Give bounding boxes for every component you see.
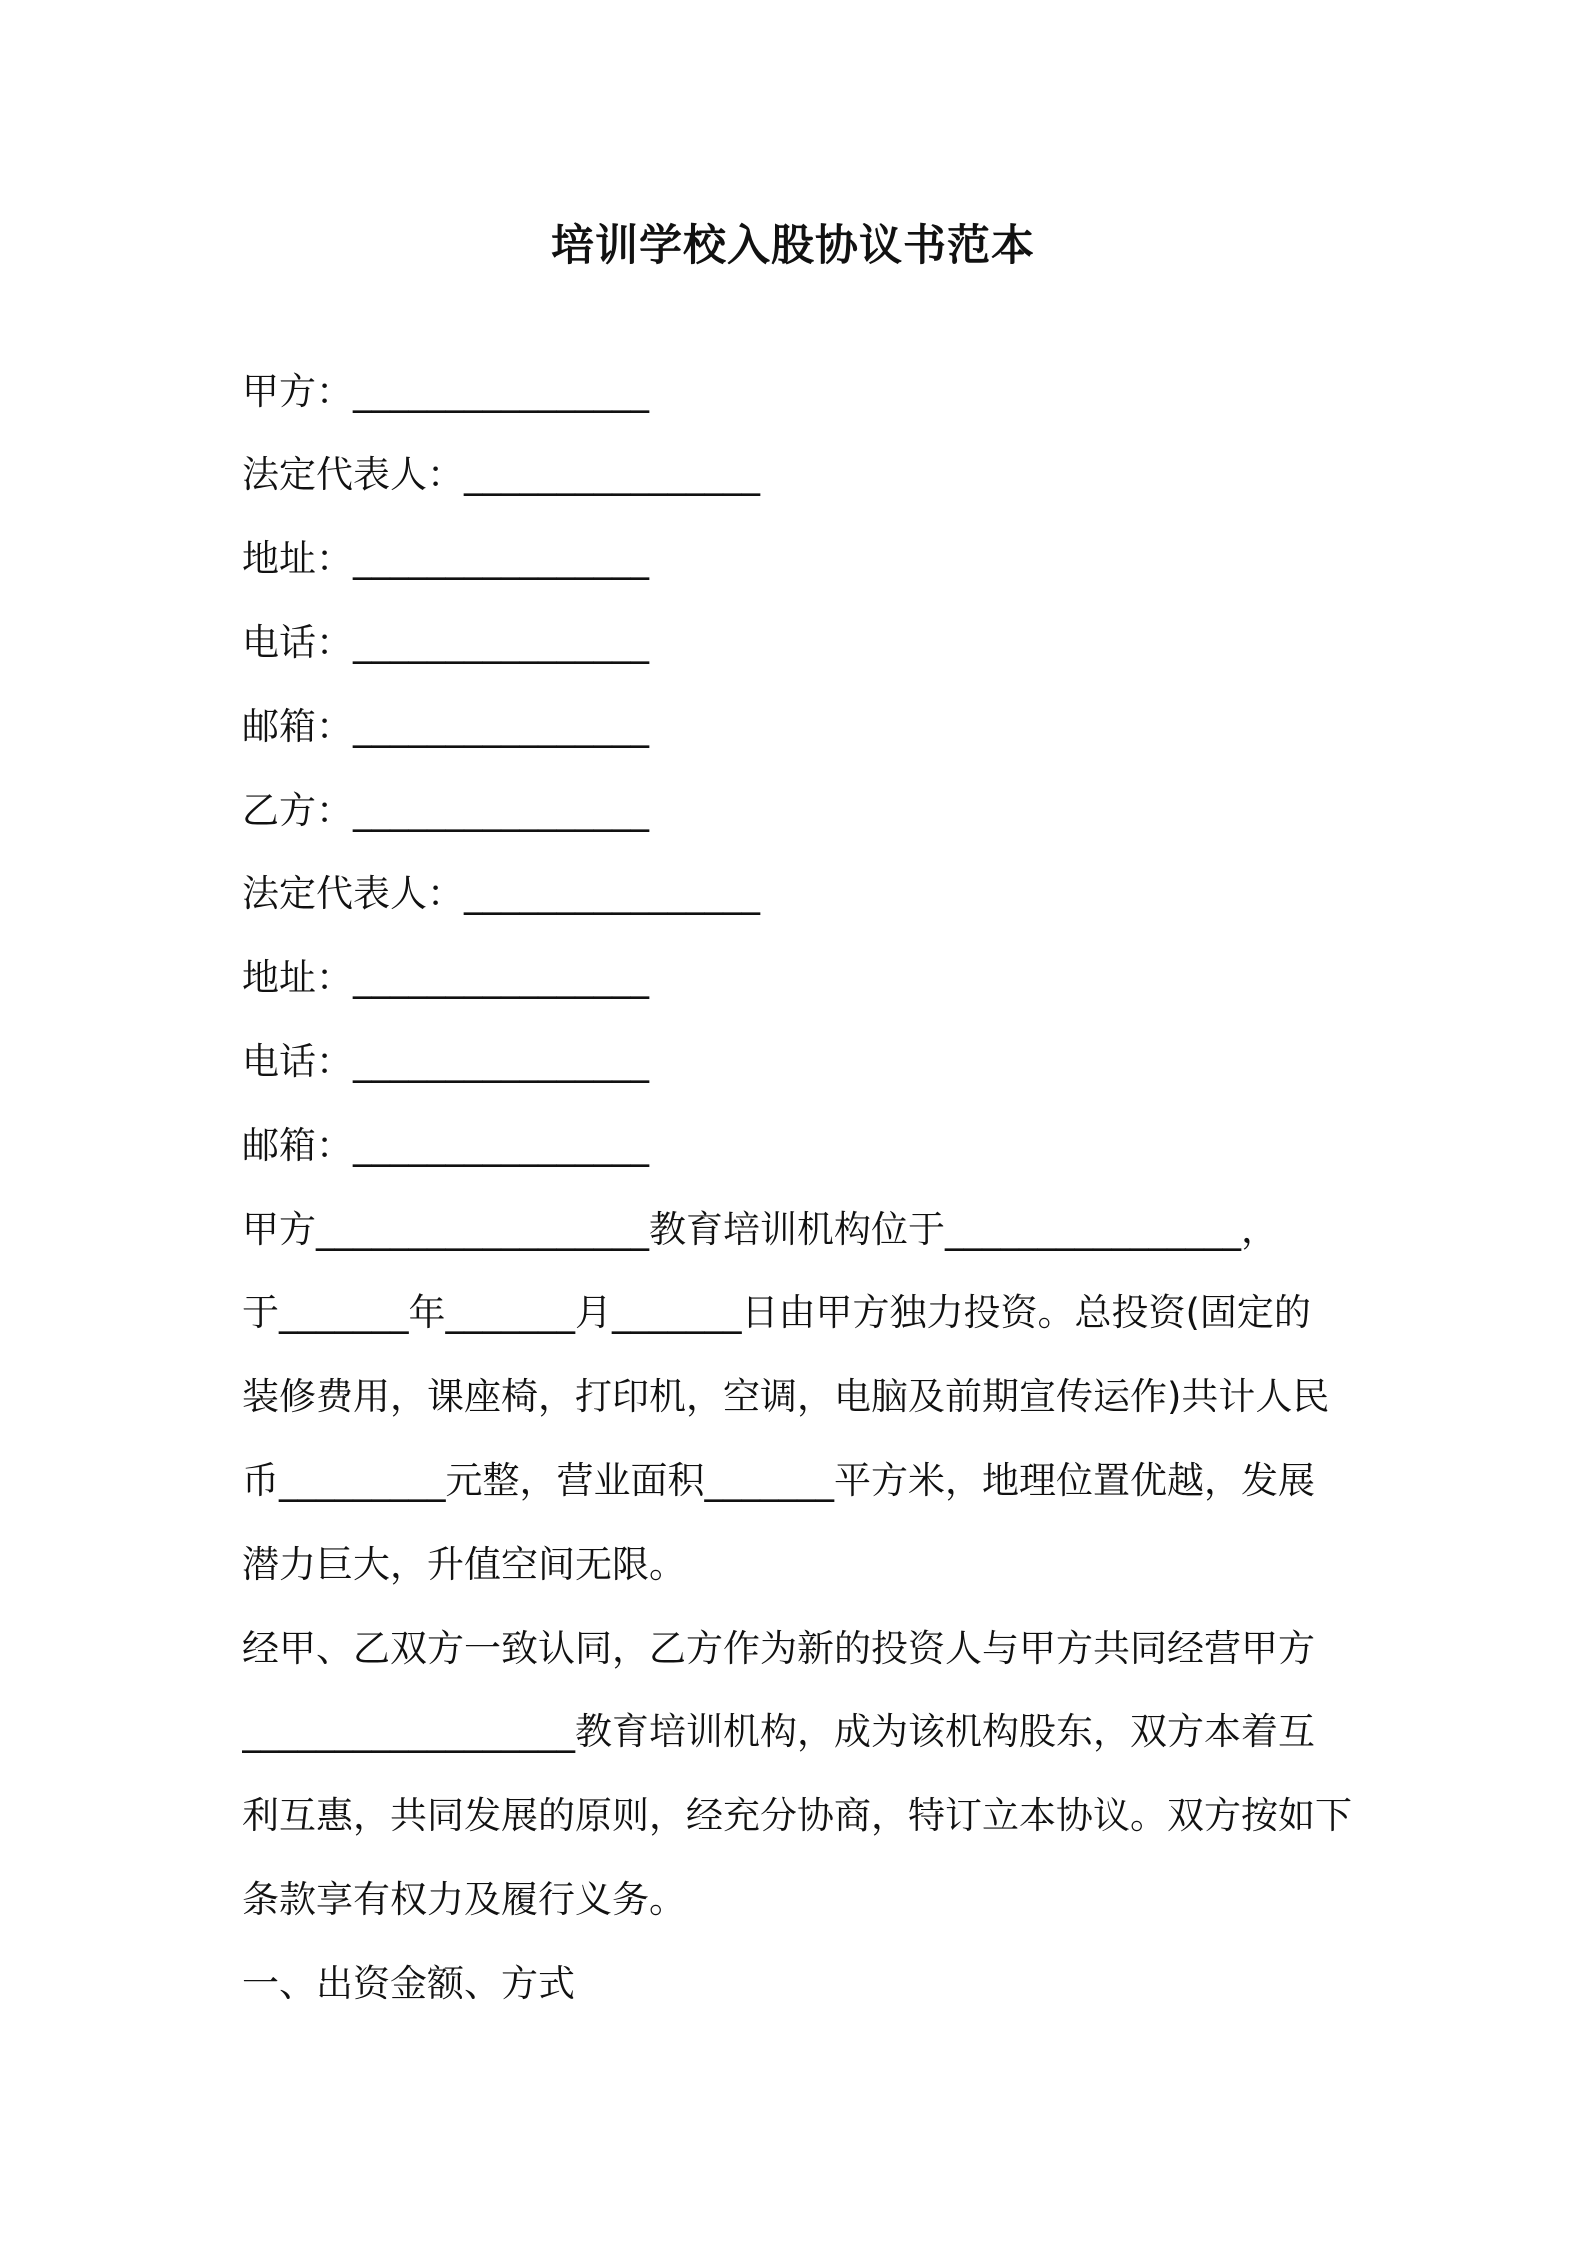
section-1-heading: 一、出资金额、方式 <box>242 1962 575 2005</box>
party-b-name-field: 乙方：________________ <box>242 789 649 832</box>
paragraph-1-line: 于_______年_______月_______日由甲方独力投资。总投资(固定的 <box>242 1291 1311 1334</box>
paragraph-2-line: 经甲、乙双方一致认同，乙方作为新的投资人与甲方共同经营甲方 <box>242 1627 1315 1670</box>
paragraph-1-line: 甲方__________________教育培训机构位于________________， <box>242 1208 1278 1251</box>
paragraph-1-line: 币_________元整，营业面积_______平方米，地理位置优越，发展 <box>242 1459 1315 1502</box>
party-b-legal-rep-field: 法定代表人：________________ <box>242 872 760 915</box>
paragraph-2-line: 条款享有权力及履行义务。 <box>242 1878 686 1921</box>
party-b-address-field: 地址：________________ <box>242 956 649 999</box>
party-a-phone-field: 电话：________________ <box>242 621 649 664</box>
party-a-address-field: 地址：________________ <box>242 537 649 580</box>
paragraph-2-line: __________________教育培训机构，成为该机构股东，双方本着互 <box>242 1710 1315 1753</box>
paragraph-1-line: 装修费用，课座椅，打印机，空调，电脑及前期宣传运作)共计人民 <box>242 1375 1330 1418</box>
party-a-email-field: 邮箱：________________ <box>242 705 649 748</box>
party-a-legal-rep-field: 法定代表人：________________ <box>242 453 760 496</box>
party-a-name-field: 甲方：________________ <box>242 370 649 413</box>
paragraph-1-line: 潜力巨大，升值空间无限。 <box>242 1543 686 1586</box>
document-title: 培训学校入股协议书范本 <box>551 221 1035 271</box>
paragraph-2-line: 利互惠，共同发展的原则，经充分协商，特订立本协议。双方按如下 <box>242 1794 1352 1837</box>
party-b-email-field: 邮箱：________________ <box>242 1124 649 1167</box>
party-b-phone-field: 电话：________________ <box>242 1040 649 1083</box>
